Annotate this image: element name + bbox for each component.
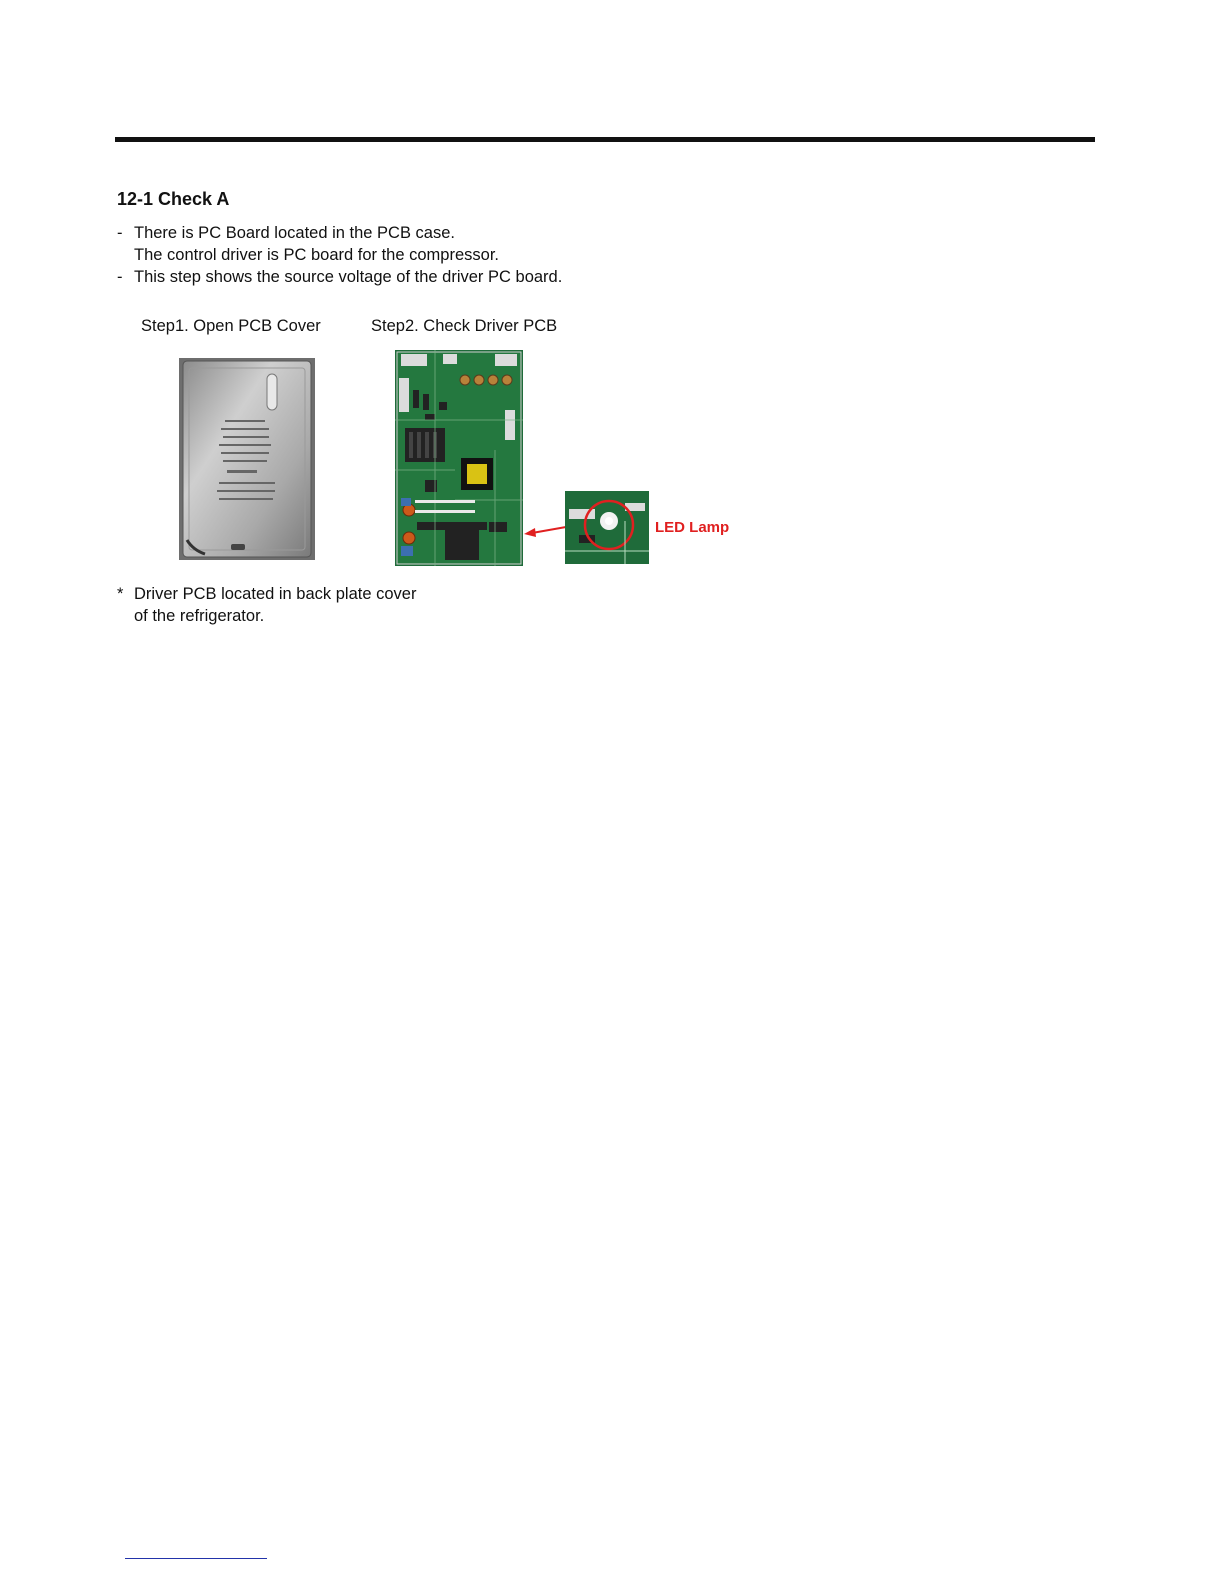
note-marker: * <box>117 585 124 603</box>
footer-rule <box>125 1558 267 1559</box>
driver-pcb-photo <box>395 350 523 566</box>
section-heading: 12-1 Check A <box>117 189 230 209</box>
bullet-marker: - <box>117 224 123 242</box>
note-line-1: Driver PCB located in back plate cover <box>134 585 417 603</box>
bullet-2 <box>117 266 562 288</box>
bullet-1-line-2: The control driver is PC board for the compressor. <box>134 246 499 264</box>
note-line-2: of the refrigerator. <box>134 607 265 625</box>
step2-caption: Step2. Check Driver PCB <box>371 317 558 335</box>
bullet-marker: - <box>117 268 123 286</box>
bullet-1-line-1: There is PC Board located in the PCB case. <box>134 224 455 242</box>
led-lamp-label: LED Lamp <box>655 519 730 536</box>
header-rule <box>115 137 1095 142</box>
location-note <box>117 583 416 627</box>
bullet-1 <box>117 222 499 266</box>
arrow-icon <box>522 518 568 538</box>
pcb-cover-photo <box>179 358 315 560</box>
step1-caption: Step1. Open PCB Cover <box>141 317 321 335</box>
led-closeup-photo <box>565 491 649 564</box>
bullet-2-line-1: This step shows the source voltage of the driver PC board. <box>134 268 563 286</box>
